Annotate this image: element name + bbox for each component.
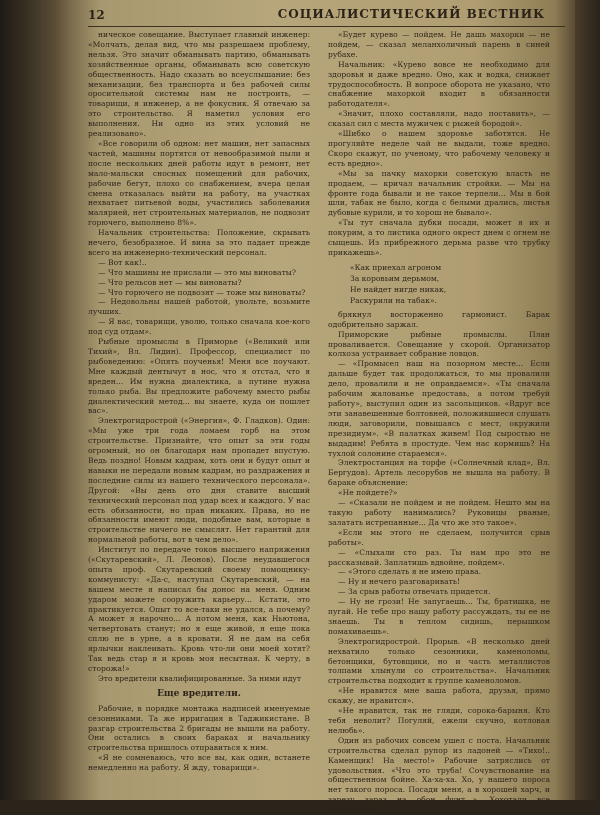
verse-line: За коровьим дерьмом, [350, 273, 440, 283]
paragraph: Электростанция на торфе («Солнечный клад», Вл. Бергудов). Артель лесорубов не вышла на работу. В бараке объяснение: [328, 458, 550, 488]
paragraph: ническое совещание. Выступает главный инженер: «Молчать, делая вид, что мы разрешаем проблему, нельзя. Это значит обманывать партию, обманывать хозяйственные органы, обманывать всю советскую общественность. Надо сказать во всеуслышание: без механизации, без транспорта и без рабочей силы оросительной системы нам не построить, — товарищи, я инженер, а не фокусник. Я отвечаю за это строительство. Я наметил условия его выполнения. Ни одно из этих условий не реализовано». [88, 30, 310, 139]
dialogue-line: — «Слыхали сто раз. Ты нам про это не рассказывай. Заплатишь вдвойне, пойдем». [328, 547, 550, 567]
paragraph: Приморские рыбные промыслы. План проваливается. Совещание у скорой. Организатор колхоза устраивает собрание ловцов. [328, 329, 550, 359]
dialogue-line: — Ну не грози! Не запугаешь... Ты, братишка, не пугай. Не тебе про нашу работу рассуждать, ты ее не знаешь. Ты в теплом сидишь, перышком помахиваешь». [328, 597, 550, 636]
paragraph: — «Промысел наш на позорном месте... Если дальше будет так продолжаться, то мы провалили дело, провалили и не оправдаемся». «Ты сначала рабочим жалованье предоставь, а потом требуй работу», выступил один из засольщиков. «Вдруг все эти занавешенные болтовней, положившиеся слушать люди, заговорили, повышаясь с мест, окружили президиум». «В палатках живем! Под сыростью не выдадим! Ребята в простуде. Чем нас кормишь? На тухлой солонине стараемся». [328, 359, 550, 458]
verse-line: «Как приехал агроном [350, 262, 442, 272]
dialogue-line: — Я вас, товарищи, уволю, только сначала кое-кого под суд отдам». [88, 317, 310, 337]
verse-line: Не найдет нигде никак, [350, 284, 447, 294]
journal-page [70, 0, 575, 815]
paragraph: Электрогидрострой. Прорыв. «В несколько дней нехватило только сезонники, каменоломы, бетонщики, бутовщики, но и часть металлистов толпами хлынули со строительства». Начальник строительства подходит к группе каменоломов. [328, 636, 550, 686]
verse-line: Раскурили на табак». [350, 295, 437, 305]
paragraph: Рыбные промыслы в Приморье («Великий или Тихий», Вл. Лидин). Профессор, специалист по рыбоведению: «Опять поученья! Меня все поучают. Мне каждый дентычут в нос, что я отстал, что я вреден... Им нужна диалектика, а путине нужна только рыба. Вы предложите рабочему вместо рыбы диалектический метод... вы знаете, куда он пошлет вас». [88, 337, 310, 416]
journal-title: СОЦИАЛИСТИЧЕСКИЙ ВЕСТНИК [277, 7, 545, 21]
paragraph: Институт по передаче токов высшего напряжения («Скутаревский», Л. Леонов). После неудавшегося опыта проф. Скутаревский своему помощнику-коммунисту: «Да-с, наступал Скутаревский, — на вашем месте я написал бы донос на меня. Одним ударом можете сооружить карьеру... Кстати, это практикуется. Опыт то все-таки не удался, а почему? А может я нарочно... А потом меня, как Ньютона, четвертовать станут; но я еще живой, я еще пока сплю не в урне, а в кровати. Я не дам на себя ярлычки наклеивать. Кровь что-ли они моей хотят? Так ведь стар я и кровь моя несытная. К черту, в сторожа!» [88, 545, 310, 673]
paragraph: «Будет курево — пойдем. Не дашь махорки — не пойдем, — сказал меланхоличный парень в синей рубахе. [328, 30, 550, 59]
paragraph: Начальник строительства: Положение, скрывать нечего, безобразное. И вина за это падает прежде всего на инженерно-технический персонал. [88, 228, 310, 257]
dialogue-line: — «Сказали не пойдем и не пойдем. Нешто мы на такую работу нанимались? Руковицы рваные, залатать истрепанные... Да что же это такое». [328, 498, 550, 527]
paragraph: «Не нравится, так не гляди, сорока-барыня. Кто тебя неволит? Погуляй, ежели скучно, котловая нелюбь». [328, 706, 550, 735]
page-number: 12 [88, 8, 105, 22]
paragraph: «Все говорили об одном: нет машин, нет запасных частей, машины портятся от невообразимой пыли и после нескольких дней работы идут в ремонт, нет мало-мальски сносных помещений для рабочих, рабочие бегут, плохо со снабжением, вчера целая смена отказалась выйти на работу, на участках нехватает питьевой воды, участились заболевания малярией, нет строительных материалов, не подвозят горючего, выполнено 8%». [88, 138, 310, 228]
dialogue-line: — Что рельсов нет — мы виноваты? [98, 277, 242, 287]
paragraph: «Шибко о нашем здоровье заботятся. Не прогуляйте неделе чай не выдали, тоже вредно. Скоро скажут, по ученому, что рабочему человеку и есть вредно». [328, 129, 550, 168]
paragraph: Рабочие, в порядке монтажа надписей именуемые сезонниками. Та же ирригация в Таджикистане. В разгар строительства 2 бригады не вышли на работу. Они остались в своих бараках и начальнику строительства пришлось отправиться к ним. [88, 703, 310, 753]
paragraph: «Ты тут сначала дубки посади, может я их и покурим, а то листика одного окрест днем с огнем не сыщешь. Из прибрежного дерьма разве что трубку прикажешь». [328, 218, 550, 257]
text-column-left [88, 30, 310, 773]
dialogue-line: — За срыв работы отвечать придется. [338, 587, 491, 597]
page-header [88, 6, 565, 27]
paragraph: брякнул восторженно гармонист. Барак одобрительно заржал. [328, 309, 550, 329]
page-edge-shadow [575, 0, 600, 800]
paragraph: «Значит, плохо составляли, надо поставить», — сказал сил с места мужичек с рыжей бородой». [328, 109, 550, 129]
dialogue-line: — Ну и нечего разговаривать! [338, 577, 461, 587]
paragraph: Начальник: «Курево вовсе не необходимо для здоровья и даже вредно. Оно, как и водка, снижает трудоспособность. В вопросе оборота не указано, что снабжение махоркой входит в обязанности работодателя». [328, 59, 550, 109]
paragraph: Это вредители квалифицированные. За ними идут [98, 673, 302, 683]
paragraph: «Не нравится мне ваша работа, друзья, прямо скажу, не нравится». [328, 686, 550, 706]
section-heading: Еще вредители. [157, 688, 241, 699]
paragraph: «Мы за пачку махорки советскую власть не продаем, — кричал начальник стройки. — Мы на фронте года бывали и не такое терпели... Мы в бой шли, табак не было, когда с белыми дрались, листья дубовые курили, и то хорош не бывало». [328, 168, 550, 218]
text-column-right [328, 30, 550, 815]
dialogue-line: — Что машины не прислали — это мы виноваты? [98, 267, 296, 277]
verse-block [328, 262, 550, 306]
paragraph: «Я не сомневаюсь, что все вы, как один, встанете немедленно на работу. Я жду, товарищи». [88, 753, 310, 773]
dialogue-line: — Что горючего не подвозят — тоже мы виноваты? [98, 287, 306, 297]
dialogue-line: «Если мы этого не сделаем, получится срыв работы». [328, 527, 550, 547]
dialogue-line: «Не пойдете?» [338, 488, 398, 498]
dialogue-line: — Недовольны нашей работой, увольте, возьмите лучших. [88, 297, 310, 317]
paragraph: Электрогидрострой («Энергия», Ф. Гладков). Один: «Мы уже три года ломаем горб на этом строительстве. Признайте, что опыт за эти годы огромный, но он благодаря нам пропадет впустую. Ведь поздно! Новым кадрам, хоть они и будут опыт и навыки не передали новым кадрам, но раздражения и последние силы из нашего технического персонала». Другой: «Вы день ото дня ставите высший технический персонал под удар всех и каждого. У нас есть обязанности, но прав никаких. Права, но не обязанности имеют люди, подобные вам, которые в строительстве ничего не смыслят. Нет гарантий для нормальной работы, вот в чем дело». [88, 416, 310, 545]
paragraph: Один из рабочих совсем ушел с поста. Начальник строительства сделал рупор из ладоней — «Тихо!.. Каменщик! На место!» Рабочие затряслись от удовольствия. «Что это труба! Сочувствование на общественном бойне. Ха-ха-ха. Хо, у нашего пороса нет такого пороса. Посади меня, а в хорошей харч, и зарезу зараз на обон фунт...». Хохотали все агрохотали. [328, 735, 550, 815]
dialogue-line: — «Этого сделать я не имею права. [338, 567, 482, 577]
dialogue-line: — Вот как!.. [98, 257, 147, 267]
book-gutter [0, 0, 70, 800]
